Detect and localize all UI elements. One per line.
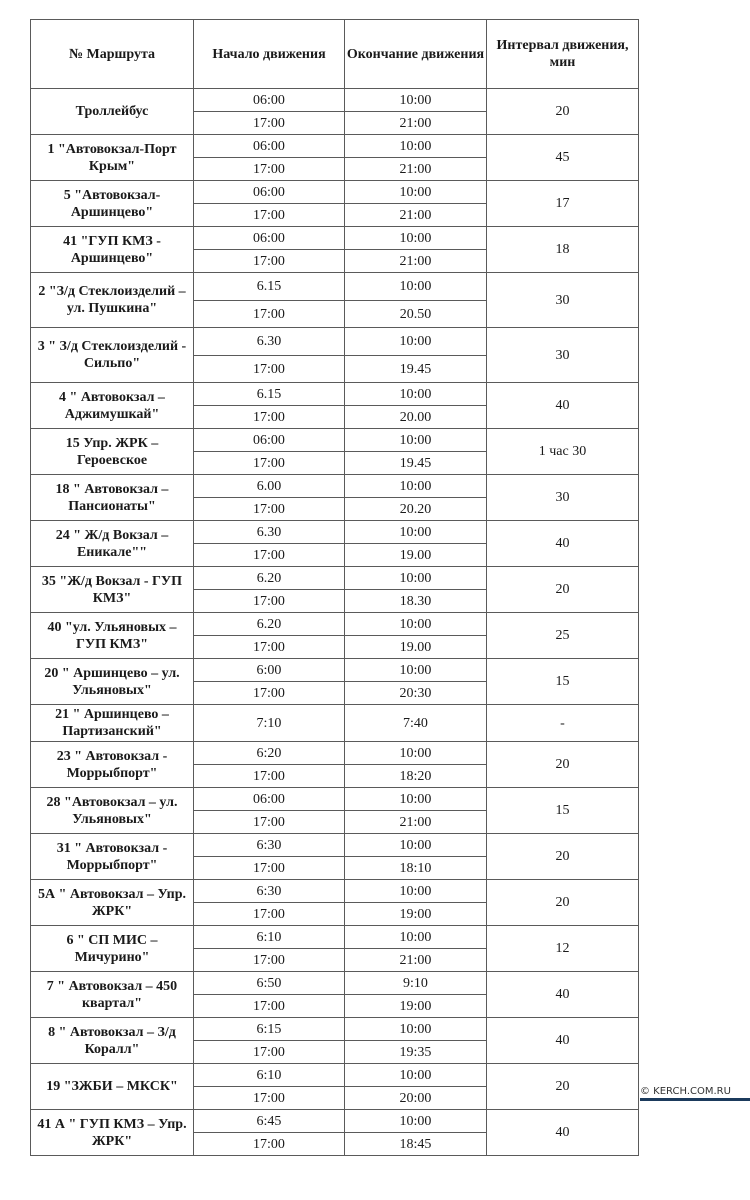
start-time: 17:00 — [194, 498, 345, 521]
route-name: 23 " Автовокзал - Моррыбпорт" — [31, 742, 194, 788]
end-time: 18:45 — [345, 1133, 487, 1156]
end-time: 20.50 — [345, 301, 487, 328]
interval-value: 40 — [487, 1018, 639, 1064]
header-end: Окончание движения — [345, 20, 487, 89]
end-time: 10:00 — [345, 227, 487, 250]
route-name: 15 Упр. ЖРК – Героевское — [31, 429, 194, 475]
interval-value: 20 — [487, 89, 639, 135]
end-time: 19:00 — [345, 903, 487, 926]
route-name: 3 " З/д Стеклоизделий - Сильпо" — [31, 328, 194, 383]
interval-value: 30 — [487, 475, 639, 521]
start-time: 6:45 — [194, 1110, 345, 1133]
end-time: 10:00 — [345, 429, 487, 452]
end-time: 9:10 — [345, 972, 487, 995]
start-time: 17:00 — [194, 995, 345, 1018]
interval-value: 20 — [487, 1064, 639, 1110]
interval-value: 25 — [487, 613, 639, 659]
start-time: 06:00 — [194, 181, 345, 204]
table-row — [31, 705, 639, 742]
start-time: 17:00 — [194, 857, 345, 880]
start-time: 17:00 — [194, 301, 345, 328]
table-row — [31, 1018, 639, 1041]
interval-value: 40 — [487, 521, 639, 567]
end-time: 10:00 — [345, 880, 487, 903]
table-row — [31, 613, 639, 636]
end-time: 10:00 — [345, 328, 487, 356]
header-start: Начало движения — [194, 20, 345, 89]
table-row — [31, 567, 639, 590]
start-time: 6:10 — [194, 1064, 345, 1087]
end-time: 7:40 — [345, 705, 487, 742]
end-time: 10:00 — [345, 1110, 487, 1133]
start-time: 17:00 — [194, 158, 345, 181]
start-time: 6.30 — [194, 328, 345, 356]
route-name: 18 " Автовокзал – Пансионаты" — [31, 475, 194, 521]
interval-value: 45 — [487, 135, 639, 181]
interval-value: 12 — [487, 926, 639, 972]
table-row — [31, 834, 639, 857]
end-time: 10:00 — [345, 834, 487, 857]
end-time: 21:00 — [345, 949, 487, 972]
header-row — [31, 20, 639, 89]
start-time: 17:00 — [194, 112, 345, 135]
end-time: 18:10 — [345, 857, 487, 880]
interval-value: 30 — [487, 273, 639, 328]
end-time: 10:00 — [345, 135, 487, 158]
interval-value: 1 час 30 — [487, 429, 639, 475]
end-time: 18.30 — [345, 590, 487, 613]
table-row — [31, 383, 639, 406]
start-time: 6:30 — [194, 880, 345, 903]
start-time: 17:00 — [194, 1087, 345, 1110]
route-name: 8 " Автовокзал – З/д Коралл" — [31, 1018, 194, 1064]
start-time: 6.15 — [194, 273, 345, 301]
start-time: 6:30 — [194, 834, 345, 857]
start-time: 17:00 — [194, 949, 345, 972]
interval-value: 15 — [487, 659, 639, 705]
end-time: 10:00 — [345, 788, 487, 811]
watermark: © KERCH.COM.RU — [640, 1086, 750, 1101]
start-time: 6.30 — [194, 521, 345, 544]
table-row — [31, 89, 639, 112]
route-name: 40 "ул. Ульяновых – ГУП КМЗ" — [31, 613, 194, 659]
start-time: 6.20 — [194, 567, 345, 590]
interval-value: 20 — [487, 834, 639, 880]
table-row — [31, 972, 639, 995]
interval-value: 15 — [487, 788, 639, 834]
start-time: 06:00 — [194, 227, 345, 250]
route-name: 4 " Автовокзал – Аджимушкай" — [31, 383, 194, 429]
table-row — [31, 742, 639, 765]
start-time: 06:00 — [194, 788, 345, 811]
start-time: 17:00 — [194, 406, 345, 429]
table-row — [31, 1110, 639, 1133]
table-row — [31, 328, 639, 356]
start-time: 17:00 — [194, 356, 345, 383]
interval-value: 20 — [487, 880, 639, 926]
end-time: 20.20 — [345, 498, 487, 521]
start-time: 6:50 — [194, 972, 345, 995]
route-name: 5 "Автовокзал-Аршинцево" — [31, 181, 194, 227]
end-time: 19:00 — [345, 995, 487, 1018]
interval-value: 20 — [487, 567, 639, 613]
end-time: 10:00 — [345, 273, 487, 301]
end-time: 20:00 — [345, 1087, 487, 1110]
start-time: 17:00 — [194, 765, 345, 788]
start-time: 17:00 — [194, 452, 345, 475]
route-name: 6 " СП МИС – Мичурино" — [31, 926, 194, 972]
start-time: 17:00 — [194, 636, 345, 659]
end-time: 10:00 — [345, 659, 487, 682]
end-time: 10:00 — [345, 475, 487, 498]
end-time: 18:20 — [345, 765, 487, 788]
end-time: 10:00 — [345, 613, 487, 636]
table-row — [31, 521, 639, 544]
table-row — [31, 926, 639, 949]
start-time: 7:10 — [194, 705, 345, 742]
interval-value: 40 — [487, 1110, 639, 1156]
route-name: 31 " Автовокзал - Моррыбпорт" — [31, 834, 194, 880]
end-time: 21:00 — [345, 158, 487, 181]
table-row — [31, 659, 639, 682]
route-name: 5А " Автовокзал – Упр. ЖРК" — [31, 880, 194, 926]
start-time: 17:00 — [194, 903, 345, 926]
route-name: 41 А " ГУП КМЗ – Упр. ЖРК" — [31, 1110, 194, 1156]
route-name: Троллейбус — [31, 89, 194, 135]
start-time: 17:00 — [194, 811, 345, 834]
end-time: 10:00 — [345, 181, 487, 204]
end-time: 19.00 — [345, 544, 487, 567]
start-time: 17:00 — [194, 204, 345, 227]
route-name: 35 "Ж/д Вокзал - ГУП КМЗ" — [31, 567, 194, 613]
header-route: № Маршрута — [31, 20, 194, 89]
route-name: 21 " Аршинцево – Партизанский" — [31, 705, 194, 742]
table-row — [31, 1064, 639, 1087]
end-time: 10:00 — [345, 926, 487, 949]
route-name: 20 " Аршинцево – ул. Ульяновых" — [31, 659, 194, 705]
start-time: 17:00 — [194, 590, 345, 613]
table-row — [31, 135, 639, 158]
interval-value: 17 — [487, 181, 639, 227]
end-time: 20:30 — [345, 682, 487, 705]
start-time: 17:00 — [194, 682, 345, 705]
start-time: 6.00 — [194, 475, 345, 498]
start-time: 6.15 — [194, 383, 345, 406]
end-time: 20.00 — [345, 406, 487, 429]
start-time: 06:00 — [194, 135, 345, 158]
route-name: 41 "ГУП КМЗ - Аршинцево" — [31, 227, 194, 273]
end-time: 10:00 — [345, 567, 487, 590]
end-time: 10:00 — [345, 89, 487, 112]
schedule-body — [31, 89, 639, 1156]
route-name: 7 " Автовокзал – 450 квартал" — [31, 972, 194, 1018]
start-time: 06:00 — [194, 429, 345, 452]
route-name: 28 "Автовокзал – ул. Ульяновых" — [31, 788, 194, 834]
route-name: 24 " Ж/д Вокзал – Еникале"" — [31, 521, 194, 567]
start-time: 17:00 — [194, 1133, 345, 1156]
end-time: 19.45 — [345, 452, 487, 475]
route-name: 2 "З/д Стеклоизделий – ул. Пушкина" — [31, 273, 194, 328]
end-time: 21:00 — [345, 811, 487, 834]
end-time: 21:00 — [345, 250, 487, 273]
end-time: 10:00 — [345, 521, 487, 544]
start-time: 6.20 — [194, 613, 345, 636]
end-time: 10:00 — [345, 742, 487, 765]
table-row — [31, 788, 639, 811]
interval-value: 40 — [487, 972, 639, 1018]
end-time: 19:35 — [345, 1041, 487, 1064]
table-row — [31, 227, 639, 250]
table-row — [31, 273, 639, 301]
end-time: 10:00 — [345, 1064, 487, 1087]
route-name: 1 "Автовокзал-Порт Крым" — [31, 135, 194, 181]
table-row — [31, 429, 639, 452]
start-time: 06:00 — [194, 89, 345, 112]
route-name: 19 "ЗЖБИ – МКСК" — [31, 1064, 194, 1110]
end-time: 10:00 — [345, 1018, 487, 1041]
schedule-table — [30, 19, 639, 1156]
start-time: 17:00 — [194, 1041, 345, 1064]
end-time: 19.45 — [345, 356, 487, 383]
table-row — [31, 475, 639, 498]
interval-value: 18 — [487, 227, 639, 273]
table-row — [31, 181, 639, 204]
interval-value: 30 — [487, 328, 639, 383]
table-row — [31, 880, 639, 903]
end-time: 19.00 — [345, 636, 487, 659]
end-time: 10:00 — [345, 383, 487, 406]
start-time: 17:00 — [194, 250, 345, 273]
start-time: 6:10 — [194, 926, 345, 949]
start-time: 6:20 — [194, 742, 345, 765]
header-interval: Интервал движения, мин — [487, 20, 639, 89]
start-time: 17:00 — [194, 544, 345, 567]
start-time: 6:00 — [194, 659, 345, 682]
end-time: 21:00 — [345, 204, 487, 227]
end-time: 21:00 — [345, 112, 487, 135]
interval-value: 20 — [487, 742, 639, 788]
interval-value: 40 — [487, 383, 639, 429]
interval-value: - — [487, 705, 639, 742]
start-time: 6:15 — [194, 1018, 345, 1041]
